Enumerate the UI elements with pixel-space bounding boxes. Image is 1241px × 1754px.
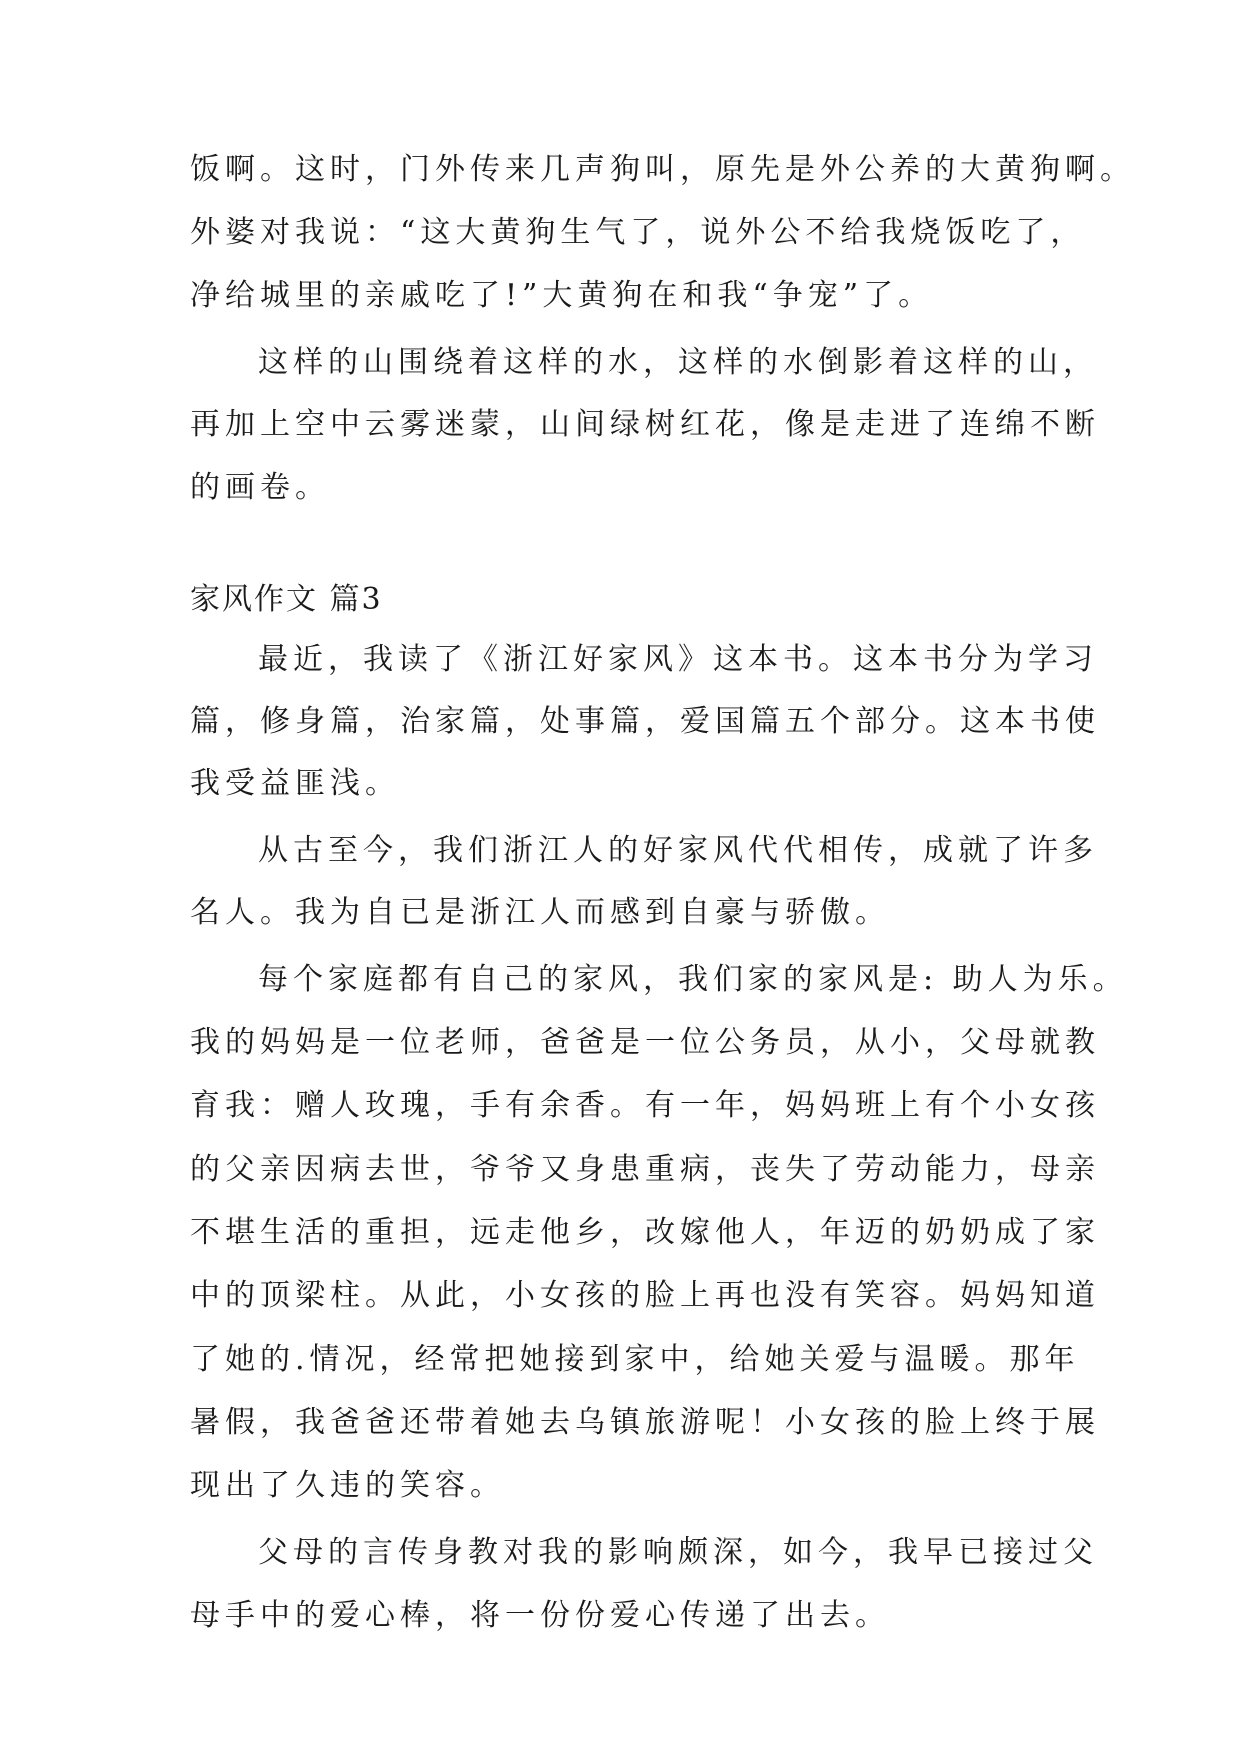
text-line: 的画卷。 (190, 470, 330, 505)
text-line: 从古至今，我们浙江人的好家风代代相传，成就了许多 (258, 833, 1098, 868)
text-line: 中的顶梁柱。从此，小女孩的脸上再也没有笑容。妈妈知道 (190, 1278, 1100, 1313)
text-line: 我受益匪浅。 (190, 766, 400, 801)
text-line: 的父亲因病去世，爷爷又身患重病，丧失了劳动能力，母亲 (190, 1152, 1100, 1187)
text-line: 每个家庭都有自己的家风，我们家的家风是: 助人为乐。 (258, 962, 1128, 997)
text-line: 父母的言传身教对我的影响颇深，如今，我早已接过父 (258, 1535, 1098, 1570)
text-line: 我的妈妈是一位老师，爸爸是一位公务员，从小，父母就教 (190, 1025, 1100, 1060)
text-line: 母手中的爱心棒，将一份份爱心传递了出去。 (190, 1598, 890, 1633)
text-line: 饭啊。这时，门外传来几声狗叫，原先是外公养的大黄狗啊。 (190, 152, 1135, 187)
text-line: 最近，我读了《浙江好家风》这本书。这本书分为学习 (258, 642, 1098, 677)
text-line: 暑假，我爸爸还带着她去乌镇旅游呢！小女孩的脸上终于展 (190, 1405, 1100, 1440)
text-line: 育我：赠人玫瑰，手有余香。有一年，妈妈班上有个小女孩 (190, 1088, 1100, 1123)
section-title: 家风作文 篇3 (190, 582, 383, 617)
text-line: 这样的山围绕着这样的水，这样的水倒影着这样的山， (258, 345, 1098, 380)
text-line: 不堪生活的重担，远走他乡，改嫁他人，年迈的奶奶成了家 (190, 1215, 1100, 1250)
text-line: 了她的.情况，经常把她接到家中，给她关爱与温暖。那年 (190, 1342, 1080, 1377)
text-line: 再加上空中云雾迷蒙，山间绿树红花，像是走进了连绵不断 (190, 407, 1100, 442)
text-line: 净给城里的亲戚吃了!”大黄狗在和我“争宠”了。 (190, 278, 934, 313)
text-line: 外婆对我说：“这大黄狗生气了，说外公不给我烧饭吃了， (190, 215, 1086, 250)
text-line: 篇，修身篇，治家篇，处事篇，爱国篇五个部分。这本书使 (190, 704, 1100, 739)
text-line: 现出了久违的笑容。 (190, 1468, 505, 1503)
text-line: 名人。我为自已是浙江人而感到自豪与骄傲。 (190, 895, 890, 930)
